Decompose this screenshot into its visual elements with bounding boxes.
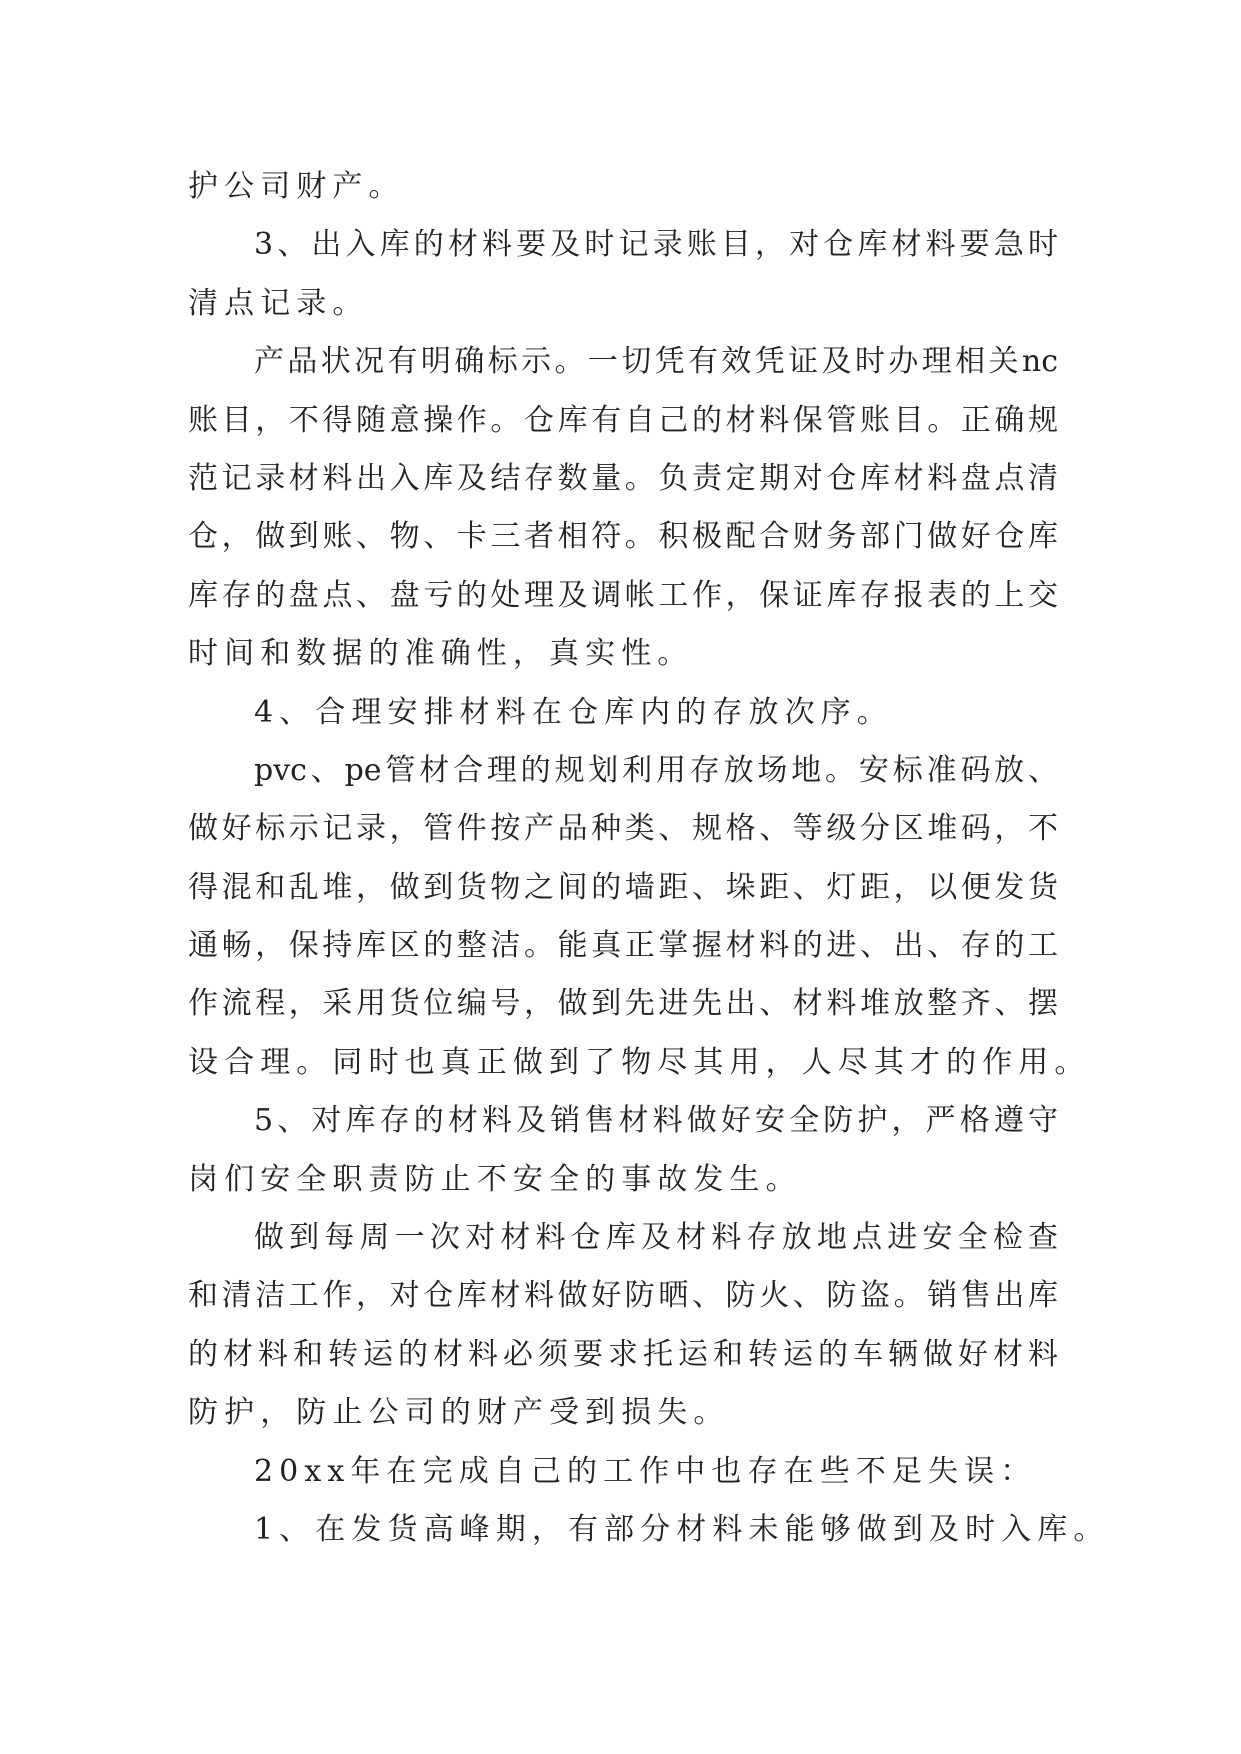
- text-line: 清点记录。: [188, 285, 369, 321]
- text-line: 通畅，保持库区的整洁。能真正掌握材料的进、出、存的工: [188, 928, 1058, 964]
- text-line: 作流程，采用货位编号，做到先进先出、材料堆放整齐、摆: [188, 986, 1058, 1022]
- text-line: 5、对库存的材料及销售材料做好安全防护，严格遵守: [254, 1103, 1058, 1139]
- text-line: 3、出入库的材料要及时记录账目，对仓库材料要急时: [254, 227, 1058, 263]
- text-line: 护公司财产。: [188, 169, 405, 204]
- text-line: 设合理。同时也真正做到了物尽其用，人尽其才的作用。: [188, 1044, 1091, 1080]
- text-line: 20xx年在完成自己的工作中也存在些不足失误：: [254, 1453, 1037, 1489]
- text-line: pvc、pe管材合理的规划利用存放场地。安标准码放、: [254, 752, 1058, 788]
- text-line: 1、在发货高峰期，有部分材料未能够做到及时入库。: [254, 1511, 1110, 1547]
- text-line: 防护，防止公司的财产受到损失。: [188, 1395, 730, 1431]
- text-line: 做到每周一次对材料仓库及材料存放地点进安全检查: [254, 1220, 1058, 1256]
- text-line: 的材料和转运的材料必须要求托运和转运的车辆做好材料: [188, 1336, 1058, 1372]
- text-line: 产品状况有明确标示。一切凭有效凭证及时办理相关nc: [254, 344, 1058, 380]
- text-line: 得混和乱堆，做到货物之间的墙距、垛距、灯距，以便发货: [188, 869, 1058, 905]
- text-line: 仓，做到账、物、卡三者相符。积极配合财务部门做好仓库: [188, 519, 1058, 555]
- document-body: [188, 158, 1110, 1559]
- text-line: 库存的盘点、盘亏的处理及调帐工作，保证库存报表的上交: [188, 577, 1058, 613]
- text-line: 做好标示记录，管件按产品种类、规格、等级分区堆码，不: [188, 811, 1058, 847]
- text-line: 范记录材料出入库及结存数量。负责定期对仓库材料盘点清: [188, 460, 1058, 496]
- text-line: 岗们安全职责防止不安全的事故发生。: [188, 1161, 802, 1197]
- text-line: 时间和数据的准确性，真实性。: [188, 636, 694, 672]
- text-line: 4、合理安排材料在仓库内的存放次序。: [254, 694, 893, 730]
- text-line: 和清洁工作，对仓库材料做好防晒、防火、防盗。销售出库: [188, 1278, 1058, 1314]
- text-line: 账目，不得随意操作。仓库有自己的材料保管账目。正确规: [188, 402, 1058, 438]
